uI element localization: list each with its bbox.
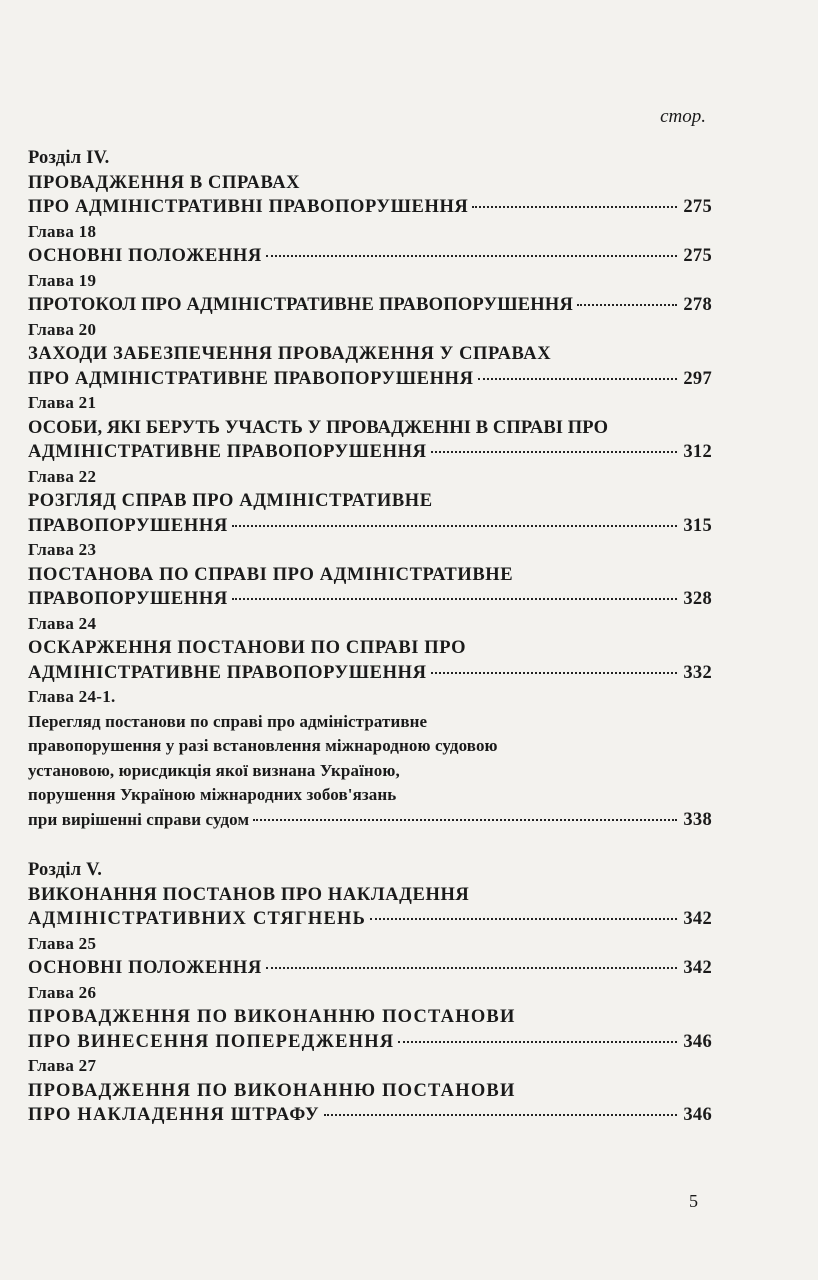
toc-title-text: ОСОБИ, ЯКІ БЕРУТЬ УЧАСТЬ У ПРОВАДЖЕННІ В СПРАВІ ПРО [28, 417, 609, 438]
chapter-label-text: Глава 18 [28, 221, 97, 241]
page-number: 332 [683, 662, 712, 683]
leader-dots [232, 525, 678, 527]
toc-title-line [28, 883, 712, 908]
leader-dots [472, 206, 677, 208]
leader-dots [324, 1114, 678, 1116]
toc-title-text: ПРО ВИНЕСЕННЯ ПОПЕРЕДЖЕННЯ [28, 1031, 395, 1052]
leader-dots [478, 378, 678, 380]
toc-title-text: ВИКОНАННЯ ПОСТАНОВ ПРО НАКЛАДЕННЯ [28, 884, 470, 905]
toc-title-line [28, 710, 712, 735]
chapter-label [28, 220, 712, 245]
chapter-label [28, 391, 712, 416]
toc-entry[interactable] [28, 1103, 712, 1128]
toc-entry[interactable] [28, 367, 712, 392]
toc-title-text: ПРОВАДЖЕННЯ ПО ВИКОНАННЮ ПОСТАНОВИ [28, 1080, 516, 1101]
chapter-label-text: Глава 21 [28, 393, 97, 412]
toc-entry[interactable] [28, 661, 712, 686]
section-label [28, 858, 712, 883]
toc-entry[interactable] [28, 956, 712, 981]
toc-entry[interactable] [28, 808, 712, 833]
page-column-label: стор. [660, 106, 706, 127]
toc-title-text: ОСНОВНІ ПОЛОЖЕННЯ [28, 246, 262, 266]
toc-title-line [28, 1079, 712, 1104]
toc-title-text: АДМІНІСТРАТИВНИХ СТЯГНЕНЬ [28, 909, 367, 929]
toc-title-text: ЗАХОДИ ЗАБЕЗПЕЧЕННЯ ПРОВАДЖЕННЯ У СПРАВАХ [28, 344, 552, 364]
page-number: 346 [683, 1031, 712, 1052]
toc-title-text: при вирішенні справи судом [28, 809, 250, 829]
leader-dots [431, 672, 678, 674]
toc-title-text: ПРОВАДЖЕННЯ ПО ВИКОНАННЮ ПОСТАНОВИ [28, 1007, 516, 1027]
toc-title-text: ПРО АДМІНІСТРАТИВНЕ ПРАВОПОРУШЕННЯ [28, 368, 474, 389]
toc-entry[interactable] [28, 907, 712, 932]
toc-title-line [28, 783, 712, 808]
chapter-label-text: Глава 24 [28, 613, 97, 633]
toc-entry[interactable] [28, 195, 712, 220]
page-number: 338 [683, 809, 712, 830]
chapter-label [28, 1054, 712, 1079]
toc-title-text: РОЗГЛЯД СПРАВ ПРО АДМІНІСТРАТИВНЕ [28, 491, 433, 511]
chapter-label [28, 538, 712, 563]
page-number: 275 [683, 197, 712, 217]
toc-title-text: ПРО АДМІНІСТРАТИВНІ ПРАВОПОРУШЕННЯ [28, 197, 469, 217]
leader-dots [370, 918, 677, 920]
toc-title-text: ПОСТАНОВА ПО СПРАВІ ПРО АДМІНІСТРАТИВНЕ [28, 564, 514, 585]
page-number: 315 [683, 515, 712, 536]
leader-dots [253, 819, 677, 821]
toc-title-text: ОСНОВНІ ПОЛОЖЕННЯ [28, 958, 262, 978]
chapter-label-text: Глава 24-1. [28, 687, 116, 706]
toc-title-text: ПРОВАДЖЕННЯ В СПРАВАХ [28, 172, 301, 193]
toc-entry[interactable] [28, 514, 712, 539]
leader-dots [431, 451, 678, 453]
leader-dots [266, 967, 677, 969]
toc-title-line [28, 563, 712, 588]
page-number: 342 [683, 909, 712, 929]
chapter-label-text: Глава 20 [28, 319, 97, 339]
chapter-label [28, 932, 712, 957]
chapter-label-text: Глава 23 [28, 540, 97, 559]
page-number: 312 [683, 442, 712, 462]
toc-title-line [28, 342, 712, 367]
toc-title-line [28, 1005, 712, 1030]
chapter-label [28, 612, 712, 637]
toc-entry[interactable] [28, 293, 712, 318]
page-number: 342 [683, 958, 712, 978]
page-number: 346 [683, 1105, 712, 1125]
toc-title-text: АДМІНІСТРАТИВНЕ ПРАВОПОРУШЕННЯ [28, 662, 427, 683]
toc-title-text: ПРАВОПОРУШЕННЯ [28, 515, 228, 536]
chapter-label-text: Глава 25 [28, 933, 97, 953]
toc-title-text: АДМІНІСТРАТИВНЕ ПРАВОПОРУШЕННЯ [28, 442, 427, 462]
section-label-text: Розділ IV. [28, 148, 110, 168]
leader-dots [577, 304, 677, 306]
toc-title-text: ПРОТОКОЛ ПРО АДМІНІСТРАТИВНЕ ПРАВОПОРУШЕННЯ [28, 295, 574, 315]
page-number: 278 [683, 295, 712, 315]
toc-title-line [28, 416, 712, 441]
page-number: 328 [683, 589, 712, 609]
table-of-contents [28, 146, 712, 1128]
toc-title-line [28, 171, 712, 196]
toc-title-text: порушення Україною міжнародних зобов'язань [28, 785, 397, 804]
toc-title-text: ПРАВОПОРУШЕННЯ [28, 589, 228, 609]
toc-title-line [28, 489, 712, 514]
toc-entry[interactable] [28, 587, 712, 612]
chapter-label [28, 981, 712, 1006]
page-number: 275 [683, 246, 712, 266]
section-label-text: Розділ V. [28, 860, 103, 880]
toc-title-line [28, 759, 712, 784]
folio-page-number: 5 [689, 1191, 698, 1211]
toc-title-text: ОСКАРЖЕННЯ ПОСТАНОВИ ПО СПРАВІ ПРО [28, 638, 467, 658]
chapter-label [28, 269, 712, 294]
chapter-label-text: Глава 27 [28, 1056, 97, 1075]
chapter-label [28, 318, 712, 343]
leader-dots [398, 1041, 677, 1043]
page-number: 297 [683, 368, 712, 389]
toc-title-line [28, 636, 712, 661]
leader-dots [232, 598, 678, 600]
toc-entry[interactable] [28, 440, 712, 465]
section-label [28, 146, 712, 171]
leader-dots [266, 255, 677, 257]
section-gap [28, 832, 712, 858]
toc-title-line [28, 734, 712, 759]
chapter-label [28, 685, 712, 710]
toc-title-text: Перегляд постанови по справі про адміністративне [28, 711, 428, 731]
toc-title-text: правопорушення у разі встановлення міжнародною судовою [28, 736, 498, 755]
chapter-label-text: Глава 19 [28, 270, 97, 290]
toc-title-text: ПРО НАКЛАДЕННЯ ШТРАФУ [28, 1105, 320, 1125]
toc-entry[interactable] [28, 244, 712, 269]
chapter-label-text: Глава 22 [28, 466, 97, 486]
chapter-label-text: Глава 26 [28, 982, 97, 1002]
toc-title-text: установою, юрисдикція якої визнана Україною, [28, 760, 400, 780]
chapter-label [28, 465, 712, 490]
toc-entry[interactable] [28, 1030, 712, 1055]
